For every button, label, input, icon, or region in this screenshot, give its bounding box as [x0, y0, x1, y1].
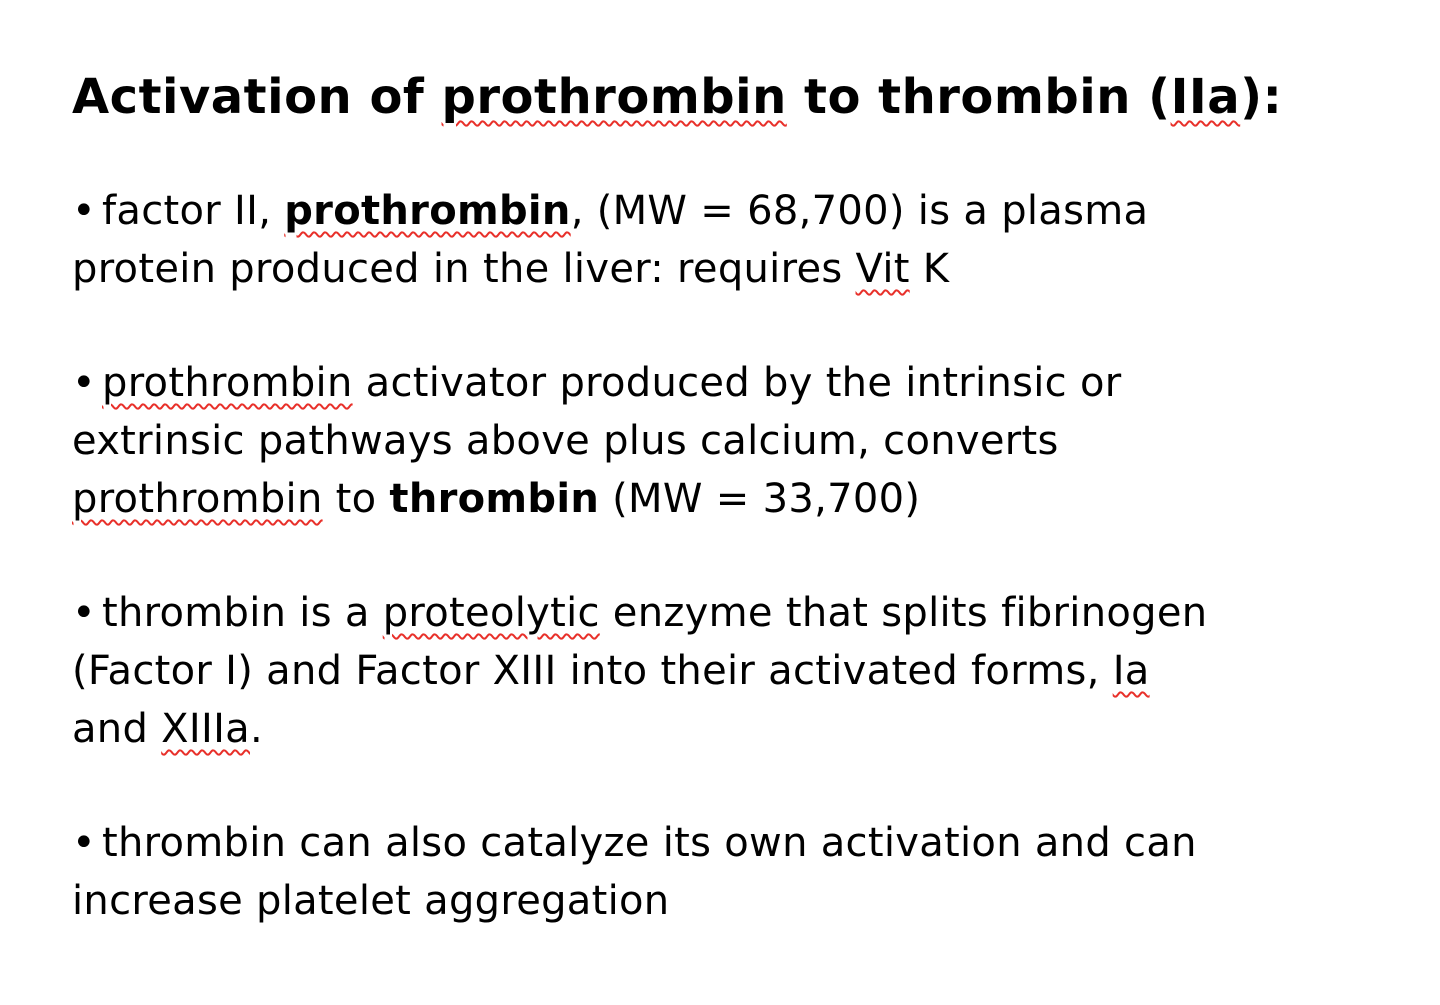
paragraph-line	[72, 470, 1402, 528]
text-run: to	[322, 476, 390, 522]
text-run: activator produced by the intrinsic or	[352, 360, 1122, 406]
bullet-icon: •	[72, 188, 96, 234]
term-ia: Ia	[1112, 648, 1150, 694]
paragraph-line	[72, 412, 1402, 470]
text-run: .	[249, 706, 263, 752]
text-run: thrombin is a	[102, 590, 383, 636]
title-text-3: ):	[1240, 69, 1283, 125]
bullet-paragraph-thrombin-enzyme	[72, 584, 1402, 758]
text-run: protein produced in the liver: requires	[72, 246, 856, 292]
text-run: , (MW = 68,700) is a plasma	[570, 188, 1149, 234]
bullet-icon: •	[72, 820, 96, 866]
paragraph-line	[72, 642, 1402, 700]
term-prothrombin: prothrombin	[72, 476, 323, 522]
document-body	[72, 62, 1402, 986]
bullet-paragraph-activator	[72, 354, 1402, 528]
text-run: factor II,	[102, 188, 285, 234]
paragraph-line	[72, 240, 1402, 298]
bullet-paragraph-prothrombin	[72, 182, 1402, 298]
bullet-icon: •	[72, 360, 96, 406]
bullet-paragraph-thrombin-catalyze	[72, 814, 1402, 930]
title-text-1: Activation of	[72, 69, 442, 125]
text-run: (MW = 33,700)	[599, 476, 921, 522]
paragraph-line	[72, 814, 1402, 872]
term-vit: Vit	[855, 246, 910, 292]
paragraph-line	[72, 700, 1402, 758]
paragraph-line	[72, 584, 1402, 642]
text-run: and	[72, 706, 162, 752]
paragraph-line	[72, 354, 1402, 412]
page-title	[72, 62, 1402, 132]
text-run: increase platelet aggregation	[72, 878, 670, 924]
text-run: thrombin can also catalyze its own activation and can	[102, 820, 1197, 866]
title-prothrombin: prothrombin	[441, 69, 787, 125]
term-xiiia: XIIIa	[161, 706, 250, 752]
term-prothrombin: prothrombin	[102, 360, 353, 406]
title-iia: IIa	[1170, 69, 1241, 125]
bold-term-thrombin: thrombin	[389, 476, 600, 522]
term-proteolytic: proteolytic	[382, 590, 600, 636]
bullet-icon: •	[72, 590, 96, 636]
text-run: K	[909, 246, 950, 292]
text-run: extrinsic pathways above plus calcium, converts	[72, 418, 1059, 464]
title-text-2: to thrombin (	[786, 69, 1171, 125]
text-run: (Factor I) and Factor XIII into their activated forms,	[72, 648, 1113, 694]
bold-term-prothrombin: prothrombin	[284, 188, 571, 234]
paragraph-line	[72, 182, 1402, 240]
text-run: enzyme that splits fibrinogen	[599, 590, 1208, 636]
paragraph-line	[72, 872, 1402, 930]
